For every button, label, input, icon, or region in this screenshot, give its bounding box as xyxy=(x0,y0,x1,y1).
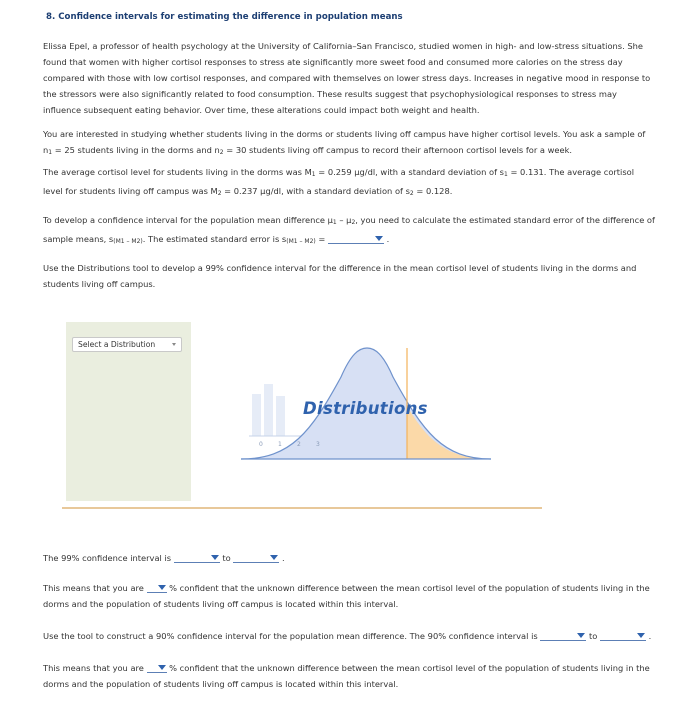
levels-sub-1: 1 xyxy=(311,171,316,178)
stderr-sub-2: 2 xyxy=(351,219,356,226)
study-text-1: You are interested in studying whether students living in the dorms or students living off campus have higher cortisol levels. You ask a sample of n xyxy=(43,129,646,155)
select-distribution-label: Select a Distribution xyxy=(78,340,156,349)
study-text-3: = 30 students living off campus to record their afternoon cortisol levels for a week. xyxy=(223,145,573,155)
ci90-text-1: Use the tool to construct a 90% confidence interval for the population mean difference. The 90% confidence interval is xyxy=(43,631,541,641)
stderr-sub-3: (M1 – M2) xyxy=(113,238,143,245)
conf99-paragraph xyxy=(43,580,655,612)
levels-paragraph xyxy=(43,164,655,202)
question-title: 8. Confidence intervals for estimating the difference in population means xyxy=(46,12,403,22)
chevron-down-icon xyxy=(211,555,219,560)
study-sub-2: 2 xyxy=(219,149,224,156)
levels-sub-4: 2 xyxy=(409,190,414,197)
logo-bar-3 xyxy=(276,396,285,436)
stderr-text-4: . The estimated standard error is s xyxy=(142,234,287,244)
study-sub-1: 1 xyxy=(48,149,53,156)
ci90-upper-dropdown[interactable] xyxy=(600,630,646,641)
chevron-down-icon xyxy=(577,633,585,638)
ci90-lower-dropdown[interactable] xyxy=(540,630,586,641)
logo-bar-1 xyxy=(252,394,261,436)
stderr-paragraph xyxy=(43,212,655,250)
levels-sub-2: 1 xyxy=(504,171,508,178)
intro-paragraph: Elissa Epel, a professor of health psychology at the University of California–San Francisco, studied women in high- and low-stress situations. She found that women with higher cortisol responses to stress ate significantly more sweet food and consumed more calories on the stress day compared with those with low cortisol responses, and compared with themselves on lower stress days. Increases in negative mood in response to the stressors were also significantly related to food consumption. These results suggest that psychophysiological responses to stress may influence subsequent eating behavior. Over time, these alterations could impact both weight and health. xyxy=(43,41,651,115)
stderr-text-2: – µ xyxy=(336,215,352,225)
ci90-text-2: to xyxy=(586,631,600,641)
study-paragraph xyxy=(43,126,655,161)
conf90-percent-dropdown[interactable] xyxy=(147,662,167,673)
conf90-paragraph xyxy=(43,660,655,692)
levels-text-2: = 0.259 µg/dl, with a standard deviation of s xyxy=(315,167,504,177)
logo-bar-2 xyxy=(264,384,273,436)
stderr-text-1: To develop a confidence interval for the population mean difference µ xyxy=(43,215,333,225)
ci99-text-3: . xyxy=(279,553,285,563)
ci99-upper-dropdown[interactable] xyxy=(233,552,279,563)
distributions-logo-text: Distributions xyxy=(303,399,428,418)
ci99-text-1: The 99% confidence interval is xyxy=(43,553,174,563)
stderr-sub-4: (M1 – M2) xyxy=(286,238,316,245)
levels-sub-3: 2 xyxy=(217,190,222,197)
axis-tick-2: 2 xyxy=(297,441,301,448)
stderr-text-3: , you need to calculate the estimated standard error of the difference of sample means, s xyxy=(43,215,655,244)
chevron-down-icon xyxy=(158,665,166,670)
caret-down-icon xyxy=(172,343,176,346)
chevron-down-icon xyxy=(637,633,645,638)
chevron-down-icon xyxy=(270,555,278,560)
axis-tick-3: 3 xyxy=(316,441,320,448)
ci99-line xyxy=(43,550,655,566)
ci90-line xyxy=(43,628,655,644)
ci99-lower-dropdown[interactable] xyxy=(174,552,220,563)
tool-bottom-rule xyxy=(62,507,542,509)
chevron-down-icon xyxy=(158,585,166,590)
stderr-sub-1: 1 xyxy=(332,219,337,226)
study-text-2: = 25 students living in the dorms and n xyxy=(52,145,220,155)
conf99-percent-dropdown[interactable] xyxy=(147,582,167,593)
levels-text-5: = 0.128. xyxy=(413,186,453,196)
levels-text-3: = 0.131. The average cortisol level for students living off campus was M xyxy=(43,167,635,196)
standard-error-dropdown[interactable] xyxy=(328,233,384,244)
conf99-text-2: % confident that the unknown difference between the mean cortisol level of the population of students living in the dorms and the population of students living off campus is located within this interval. xyxy=(43,583,650,609)
axis-tick-0: 0 xyxy=(259,441,263,448)
stderr-text-5: = xyxy=(315,234,328,244)
ci99-text-2: to xyxy=(219,553,234,563)
axis-tick-1: 1 xyxy=(278,441,282,448)
select-distribution-button[interactable] xyxy=(72,337,182,352)
chevron-down-icon xyxy=(375,236,383,241)
ci90-text-3: . xyxy=(645,631,652,641)
tool-instruction: Use the Distributions tool to develop a 99% confidence interval for the difference in the mean cortisol level of students living in the dorms and students living off campus. xyxy=(43,263,637,289)
conf90-text-2: % confident that the unknown difference between the mean cortisol level of the population of students living in the dorms and the population of students living off campus is located within this interval. xyxy=(43,663,650,689)
conf90-text-1: This means that you are xyxy=(43,663,147,673)
stderr-text-6: . xyxy=(383,234,390,244)
conf99-text-1: This means that you are xyxy=(43,583,147,593)
levels-text-4: = 0.237 µg/dl, with a standard deviation of s xyxy=(221,186,410,196)
levels-text-1: The average cortisol level for students living in the dorms was M xyxy=(43,167,312,177)
